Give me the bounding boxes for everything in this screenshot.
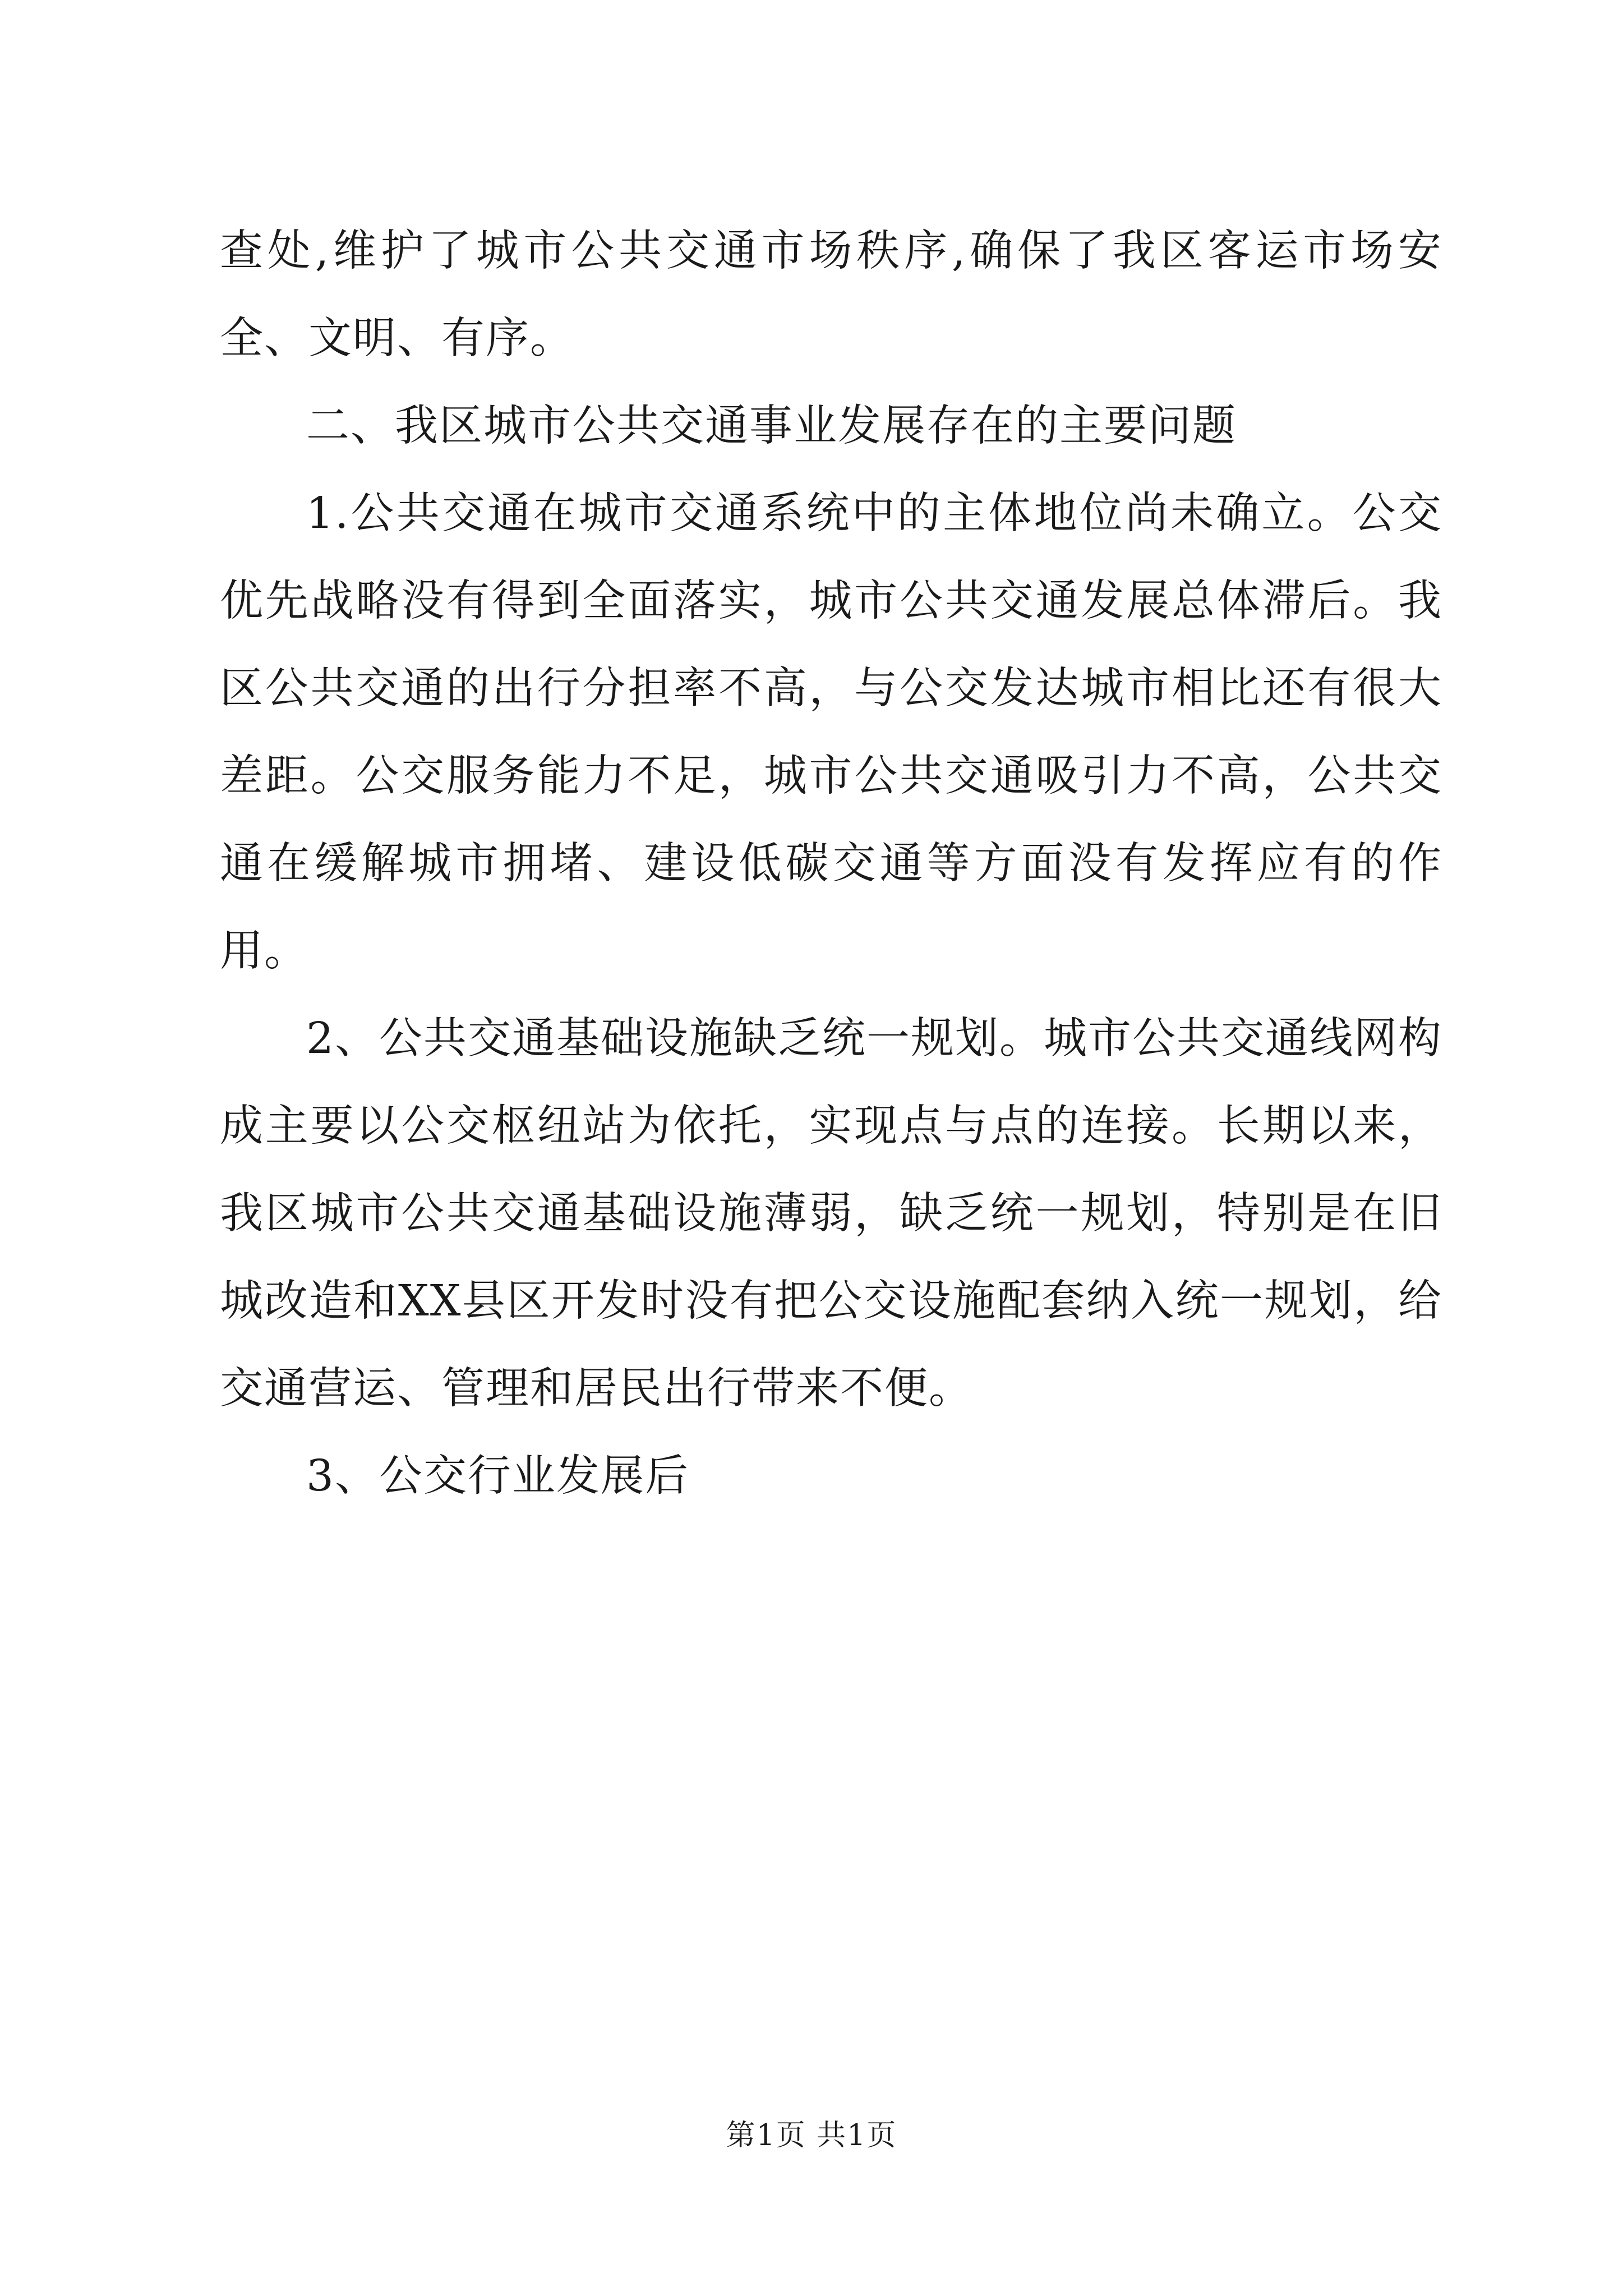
paragraph-issue-1: 1.公共交通在城市交通系统中的主体地位尚未确立。公交优先战略没有得到全面落实，城市公共交通发展总体滞后。我区公共交通的出行分担率不高，与公交发达城市相比还有很大差距。公交服务能力不足，城市公共交通吸引力不高，公共交通在缓解城市拥堵、建设低碳交通等方面没有发挥应有的作用。 xyxy=(220,489,1442,976)
section-heading: 二、我区城市公共交通事业发展存在的主要问题 xyxy=(306,401,1237,451)
paragraph-issue-2: 2、公共交通基础设施缺乏统一规划。城市公共交通线网构成主要以公交枢纽站为依托，实现点与点的连接。长期以来，我区城市公共交通基础设施薄弱，缺乏统一规划，特别是在旧城改造和XX县区开发时没有把公交设施配套纳入统一规划，给交通营运、管理和居民出行带来不便。 xyxy=(220,1014,1442,1414)
page-footer: 第1页 共1页 xyxy=(726,2119,897,2152)
paragraph-issue-3: 3、公交行业发展后 xyxy=(306,1451,689,1501)
paragraph-continuation: 查处,维护了城市公共交通市场秩序,确保了我区客运市场安全、文明、有序。 xyxy=(220,226,1442,364)
document-body xyxy=(220,208,1442,1520)
